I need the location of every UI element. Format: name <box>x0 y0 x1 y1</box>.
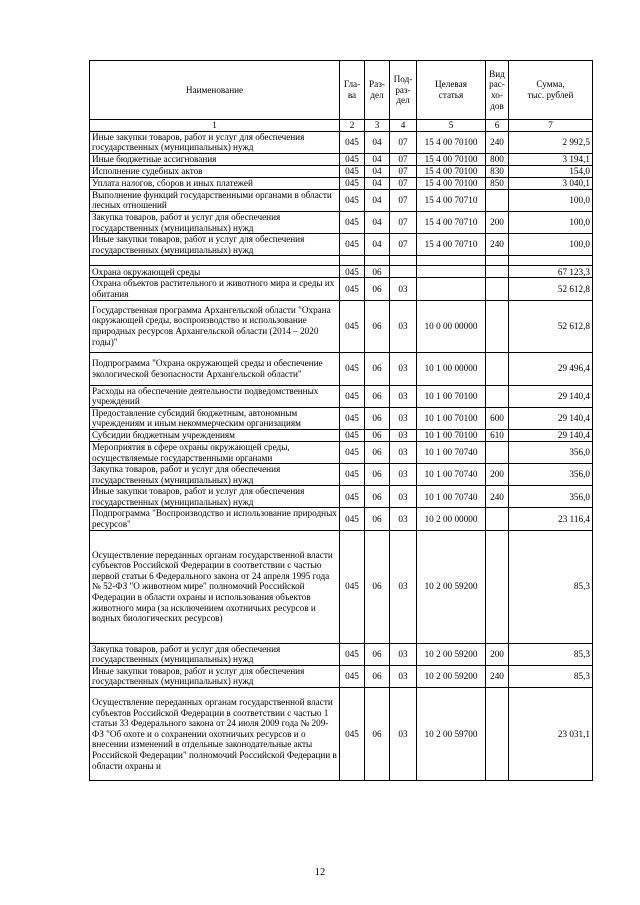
table-row <box>90 441 593 463</box>
row-sum: 52 612,8 <box>509 300 593 352</box>
table-row <box>90 352 593 385</box>
row-glava <box>340 256 365 266</box>
row-razdel: 06 <box>365 300 390 352</box>
table-row <box>90 407 593 429</box>
row-razdel: 06 <box>365 278 390 300</box>
column-number-row <box>90 120 593 132</box>
row-target: 10 1 00 70740 <box>417 486 486 508</box>
col-number: 5 <box>417 120 486 132</box>
row-glava: 045 <box>340 177 365 189</box>
row-razdel: 06 <box>365 665 390 687</box>
row-podrazdel: 03 <box>390 300 417 352</box>
row-glava: 045 <box>340 464 365 486</box>
row-vid <box>486 352 509 385</box>
row-name: Предоставление субсидий бюджетным, автономным учреждениям и иным некоммерческим организациям <box>90 407 340 429</box>
row-glava: 045 <box>340 688 365 781</box>
row-razdel <box>365 256 390 266</box>
row-podrazdel: 03 <box>390 278 417 300</box>
row-vid <box>486 300 509 352</box>
row-name: Охрана окружающей среды <box>90 266 340 278</box>
row-glava: 045 <box>340 429 365 441</box>
row-podrazdel: 03 <box>390 530 417 643</box>
row-razdel: 06 <box>365 643 390 665</box>
row-razdel: 06 <box>365 385 390 407</box>
row-razdel: 04 <box>365 131 390 153</box>
row-name: Подпрограмма "Воспроизводство и использование природных ресурсов" <box>90 508 340 530</box>
row-razdel: 04 <box>365 177 390 189</box>
row-glava: 045 <box>340 441 365 463</box>
row-glava: 045 <box>340 665 365 687</box>
row-vid: 240 <box>486 131 509 153</box>
table-row <box>90 643 593 665</box>
table-row <box>90 153 593 165</box>
budget-table <box>89 60 593 781</box>
row-razdel: 06 <box>365 266 390 278</box>
row-vid <box>486 278 509 300</box>
row-vid: 240 <box>486 665 509 687</box>
row-podrazdel: 03 <box>390 508 417 530</box>
table-row <box>90 278 593 300</box>
row-target: 15 4 00 70710 <box>417 189 486 211</box>
row-glava: 045 <box>340 266 365 278</box>
row-sum: 67 123,3 <box>509 266 593 278</box>
col-number: 2 <box>340 120 365 132</box>
row-target: 10 1 00 00000 <box>417 352 486 385</box>
row-podrazdel: 07 <box>390 165 417 177</box>
row-sum: 85,3 <box>509 530 593 643</box>
table-row <box>90 688 593 781</box>
row-target <box>417 266 486 278</box>
table-row <box>90 189 593 211</box>
table-row <box>90 486 593 508</box>
col-header-target: Целевая статья <box>417 61 486 120</box>
row-vid: 200 <box>486 643 509 665</box>
row-name: Закупка товаров, работ и услуг для обеспечения государственных (муниципальных) нужд <box>90 643 340 665</box>
col-header-razdel: Раз- дел <box>365 61 390 120</box>
row-target: 15 4 00 70100 <box>417 153 486 165</box>
row-target <box>417 256 486 266</box>
row-name: Иные закупки товаров, работ и услуг для обеспечения государственных (муниципальных) нужд <box>90 234 340 256</box>
row-podrazdel: 03 <box>390 429 417 441</box>
table-row <box>90 665 593 687</box>
row-sum: 3 040,1 <box>509 177 593 189</box>
row-vid <box>486 508 509 530</box>
table-row <box>90 266 593 278</box>
row-target: 15 4 00 70710 <box>417 234 486 256</box>
row-podrazdel: 03 <box>390 352 417 385</box>
row-name: Иные закупки товаров, работ и услуг для обеспечения государственных (муниципальных) нужд <box>90 486 340 508</box>
col-number: 6 <box>486 120 509 132</box>
row-sum: 29 140,4 <box>509 407 593 429</box>
row-razdel: 06 <box>365 464 390 486</box>
row-target: 15 4 00 70710 <box>417 211 486 233</box>
row-vid: 200 <box>486 211 509 233</box>
row-podrazdel <box>390 256 417 266</box>
row-podrazdel: 03 <box>390 385 417 407</box>
row-razdel: 06 <box>365 486 390 508</box>
row-podrazdel: 07 <box>390 131 417 153</box>
row-target: 10 2 00 59200 <box>417 643 486 665</box>
row-name: Охрана объектов растительного и животного мира и среды их обитания <box>90 278 340 300</box>
row-target: 10 1 00 70740 <box>417 441 486 463</box>
row-glava: 045 <box>340 153 365 165</box>
col-header-podrazdel: Под- раз- дел <box>390 61 417 120</box>
row-sum: 356,0 <box>509 464 593 486</box>
row-target: 10 2 00 59200 <box>417 665 486 687</box>
row-sum: 3 194,1 <box>509 153 593 165</box>
row-razdel: 06 <box>365 352 390 385</box>
row-target: 10 1 00 70100 <box>417 385 486 407</box>
row-glava: 045 <box>340 189 365 211</box>
row-sum: 29 140,4 <box>509 385 593 407</box>
row-razdel: 06 <box>365 688 390 781</box>
row-name: Исполнение судебных актов <box>90 165 340 177</box>
col-number: 4 <box>390 120 417 132</box>
col-header-sum: Сумма, тыс. рублей <box>509 61 593 120</box>
row-glava: 045 <box>340 508 365 530</box>
row-razdel: 06 <box>365 508 390 530</box>
table-row <box>90 385 593 407</box>
row-target: 15 4 00 70100 <box>417 165 486 177</box>
row-target: 10 1 00 70740 <box>417 464 486 486</box>
row-sum: 29 140,4 <box>509 429 593 441</box>
row-glava: 045 <box>340 407 365 429</box>
row-name: Расходы на обеспечение деятельности подведомственных учреждений <box>90 385 340 407</box>
col-header-vid: Вид рас- хо- дов <box>486 61 509 120</box>
row-vid: 610 <box>486 429 509 441</box>
row-podrazdel: 03 <box>390 643 417 665</box>
row-sum: 85,3 <box>509 665 593 687</box>
row-vid: 200 <box>486 464 509 486</box>
row-glava: 045 <box>340 352 365 385</box>
row-sum: 356,0 <box>509 441 593 463</box>
row-podrazdel: 07 <box>390 211 417 233</box>
row-vid: 800 <box>486 153 509 165</box>
row-vid <box>486 266 509 278</box>
row-vid: 600 <box>486 407 509 429</box>
row-sum: 23 116,4 <box>509 508 593 530</box>
row-glava: 045 <box>340 385 365 407</box>
table-row <box>90 177 593 189</box>
row-vid: 240 <box>486 486 509 508</box>
row-glava: 045 <box>340 486 365 508</box>
table-row <box>90 211 593 233</box>
row-sum: 29 496,4 <box>509 352 593 385</box>
row-podrazdel: 03 <box>390 665 417 687</box>
row-sum <box>509 256 593 266</box>
row-sum: 356,0 <box>509 486 593 508</box>
row-sum: 100,0 <box>509 189 593 211</box>
row-vid: 850 <box>486 177 509 189</box>
row-podrazdel: 03 <box>390 464 417 486</box>
row-podrazdel: 03 <box>390 486 417 508</box>
row-target: 10 0 00 00000 <box>417 300 486 352</box>
row-name: Осуществление переданных органам государственной власти субъектов Российской Федерации в соответствии с частью первой статьи 6 Федерального закона от 24 апреля 1995 года № 52-ФЗ "О животном мире" полномочий Российской Федерации в области охраны и использования объектов животного мира (за исключением охотничьих ресурсов и водных биологических ресурсов) <box>90 530 340 643</box>
row-sum: 85,3 <box>509 643 593 665</box>
row-glava: 045 <box>340 530 365 643</box>
row-vid: 830 <box>486 165 509 177</box>
row-name: Государственная программа Архангельской области "Охрана окружающей среды, воспроизводство и использование природных ресурсов Архангельской области (2014 – 2020 годы)" <box>90 300 340 352</box>
row-sum: 100,0 <box>509 211 593 233</box>
row-razdel: 06 <box>365 441 390 463</box>
row-glava: 045 <box>340 234 365 256</box>
header-row <box>90 61 593 120</box>
table-row <box>90 165 593 177</box>
table-row <box>90 429 593 441</box>
row-name: Закупка товаров, работ и услуг для обеспечения государственных (муниципальных) нужд <box>90 211 340 233</box>
row-glava: 045 <box>340 278 365 300</box>
table-row <box>90 131 593 153</box>
page-number: 12 <box>314 867 326 878</box>
row-podrazdel: 03 <box>390 688 417 781</box>
row-glava: 045 <box>340 165 365 177</box>
row-target: 10 1 00 70100 <box>417 407 486 429</box>
table-row <box>90 256 593 266</box>
table-row <box>90 234 593 256</box>
row-target: 15 4 00 70100 <box>417 177 486 189</box>
row-vid: 240 <box>486 234 509 256</box>
row-target: 10 2 00 00000 <box>417 508 486 530</box>
row-name: Иные закупки товаров, работ и услуг для обеспечения государственных (муниципальных) нужд <box>90 665 340 687</box>
row-podrazdel: 07 <box>390 153 417 165</box>
row-glava: 045 <box>340 131 365 153</box>
row-razdel: 04 <box>365 153 390 165</box>
row-podrazdel: 07 <box>390 189 417 211</box>
row-razdel: 06 <box>365 530 390 643</box>
row-razdel: 06 <box>365 429 390 441</box>
row-name: Уплата налогов, сборов и иных платежей <box>90 177 340 189</box>
row-target <box>417 278 486 300</box>
row-target: 15 4 00 70100 <box>417 131 486 153</box>
col-number: 1 <box>90 120 340 132</box>
row-glava: 045 <box>340 643 365 665</box>
row-sum: 2 992,5 <box>509 131 593 153</box>
col-header-glava: Гла- ва <box>340 61 365 120</box>
row-podrazdel: 07 <box>390 234 417 256</box>
row-name: Закупка товаров, работ и услуг для обеспечения государственных (муниципальных) нужд <box>90 464 340 486</box>
table-row <box>90 508 593 530</box>
row-target: 10 1 00 70100 <box>417 429 486 441</box>
col-header-name: Наименование <box>90 61 340 120</box>
row-name: Иные закупки товаров, работ и услуг для обеспечения государственных (муниципальных) нужд <box>90 131 340 153</box>
row-sum: 52 612,8 <box>509 278 593 300</box>
row-podrazdel: 03 <box>390 441 417 463</box>
row-sum: 100,0 <box>509 234 593 256</box>
row-vid <box>486 688 509 781</box>
row-razdel: 06 <box>365 407 390 429</box>
row-name: Подпрограмма "Охрана окружающей среды и обеспечение экологической безопасности Архангельской области" <box>90 352 340 385</box>
row-name <box>90 256 340 266</box>
col-number: 7 <box>509 120 593 132</box>
row-razdel: 04 <box>365 211 390 233</box>
row-target: 10 2 00 59200 <box>417 530 486 643</box>
row-vid <box>486 385 509 407</box>
row-glava: 045 <box>340 211 365 233</box>
row-sum: 154,0 <box>509 165 593 177</box>
row-sum: 23 031,1 <box>509 688 593 781</box>
row-glava: 045 <box>340 300 365 352</box>
col-number: 3 <box>365 120 390 132</box>
row-podrazdel: 07 <box>390 177 417 189</box>
row-vid <box>486 189 509 211</box>
table-row <box>90 464 593 486</box>
table-row <box>90 300 593 352</box>
row-name: Мероприятия в сфере охраны окружающей среды, осуществляемые государственными органами <box>90 441 340 463</box>
row-vid <box>486 441 509 463</box>
row-razdel: 04 <box>365 234 390 256</box>
row-name: Субсидии бюджетным учреждениям <box>90 429 340 441</box>
row-name: Осуществление переданных органам государственной власти субъектов Российской Федерации в соответствии с частью 1 статьи 33 Федерального закона от 24 июля 2009 года № 209-ФЗ "Об охоте и о сохранении охотничьих ресурсов и о внесении изменений в отдельные законодательные акты Российской Федерации" полномочий Российской Федерации в области охраны и <box>90 688 340 781</box>
row-razdel: 04 <box>365 189 390 211</box>
row-target: 10 2 00 59700 <box>417 688 486 781</box>
row-razdel: 04 <box>365 165 390 177</box>
row-name: Выполнение функций государственными органами в области лесных отношений <box>90 189 340 211</box>
row-podrazdel: 03 <box>390 407 417 429</box>
row-vid <box>486 530 509 643</box>
row-name: Иные бюджетные ассигнования <box>90 153 340 165</box>
row-vid <box>486 256 509 266</box>
table-row <box>90 530 593 643</box>
row-podrazdel <box>390 266 417 278</box>
